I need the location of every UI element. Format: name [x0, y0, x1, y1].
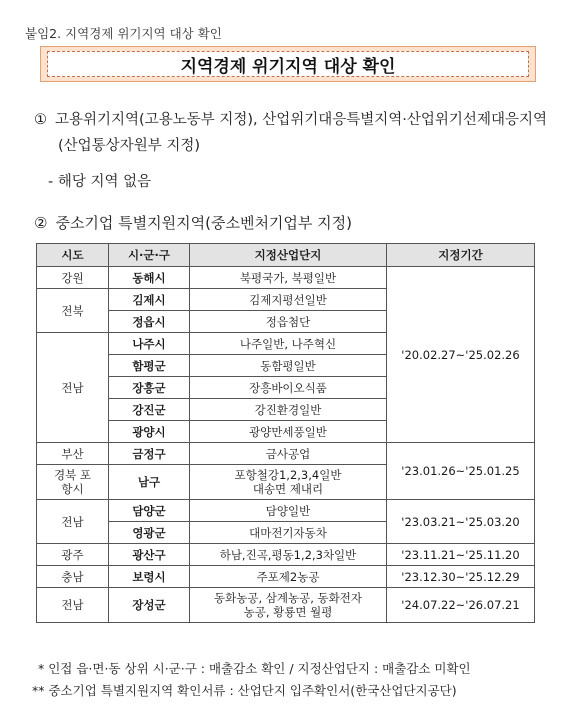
cell-sigungu: 보령시: [109, 566, 190, 588]
cell-complex: 장흥바이오식품: [190, 377, 387, 399]
header-complex: 지정산업단지: [190, 244, 387, 267]
cell-complex: 금사공업: [190, 443, 387, 465]
page-title: 지역경제 위기지역 대상 확인: [47, 51, 529, 77]
cell-sigungu: 김제시: [109, 289, 190, 311]
cell-sigungu: 함평군: [109, 355, 190, 377]
cell-period: '23.11.21~'25.11.20: [387, 544, 535, 566]
cell-sigungu: 정읍시: [109, 311, 190, 333]
cell-complex: 포항철강1,2,3,4일반 대송면 제내리: [190, 465, 387, 500]
cell-sigungu: 장성군: [109, 588, 190, 623]
cell-sido: 강원: [37, 267, 109, 289]
cell-sigungu: 장흥군: [109, 377, 190, 399]
cell-complex: 주포제2농공: [190, 566, 387, 588]
section2-heading: [34, 212, 352, 233]
table-header-row: [37, 244, 535, 267]
section1-line2: (산업통상자원부 지정): [58, 138, 200, 154]
cell-sido: 전북: [37, 289, 109, 333]
section1-result: - 해당 지역 없음: [48, 174, 152, 190]
cell-sigungu: 강진군: [109, 399, 190, 421]
cell-sigungu: 광산구: [109, 544, 190, 566]
cell-sido: 광주: [37, 544, 109, 566]
cell-complex: 김제지평선일반: [190, 289, 387, 311]
cell-sido: 전남: [37, 588, 109, 623]
table-row: [37, 544, 535, 566]
section1-line1: [34, 108, 547, 129]
cell-sigungu: 영광군: [109, 522, 190, 544]
cell-sido: 전남: [37, 333, 109, 443]
cell-period: '20.02.27~'25.02.26: [387, 267, 535, 443]
header-sido: 시도: [37, 244, 109, 267]
title-box: [40, 46, 536, 82]
cell-complex: 동함평일반: [190, 355, 387, 377]
footnote-2: ** 중소기업 특별지원지역 확인서류 : 산업단지 입주확인서(한국산업단지공단): [32, 683, 457, 698]
cell-complex: 대마전기자동차: [190, 522, 387, 544]
cell-sigungu: 동해시: [109, 267, 190, 289]
cell-complex: 담양일반: [190, 500, 387, 522]
attachment-label: 붙임2. 지역경제 위기지역 대상 확인: [25, 26, 222, 41]
designated-region-table: [36, 243, 535, 623]
table-row: [37, 267, 535, 289]
cell-sido: 충남: [37, 566, 109, 588]
cell-sigungu: 담양군: [109, 500, 190, 522]
header-period: 지정기간: [387, 244, 535, 267]
cell-sido: 전남: [37, 500, 109, 544]
cell-sigungu: 광양시: [109, 421, 190, 443]
cell-sigungu: 나주시: [109, 333, 190, 355]
cell-complex: 북평국가, 북평일반: [190, 267, 387, 289]
section2-number: ②: [34, 214, 48, 232]
cell-period: '24.07.22~'26.07.21: [387, 588, 535, 623]
table-row: [37, 566, 535, 588]
cell-sigungu: 금정구: [109, 443, 190, 465]
section1-number: ①: [34, 112, 47, 128]
header-sigungu: 시·군·구: [109, 244, 190, 267]
section1-text: 고용위기지역(고용노동부 지정), 산업위기대응특별지역·산업위기선제대응지역: [55, 112, 547, 128]
cell-complex: 강진환경일반: [190, 399, 387, 421]
cell-complex: 하남,진곡,평동1,2,3차일반: [190, 544, 387, 566]
table-row: [37, 500, 535, 522]
table-row: [37, 443, 535, 465]
cell-period: '23.01.26~'25.01.25: [387, 443, 535, 500]
cell-sido: 경북 포항시: [37, 465, 109, 500]
section2-text: 중소기업 특별지원지역(중소벤처기업부 지정): [55, 214, 353, 232]
cell-period: '23.03.21~'25.03.20: [387, 500, 535, 544]
cell-complex: 동화농공, 삼계농공, 동화전자농공, 황룡면 월평: [190, 588, 387, 623]
cell-complex: 광양만세풍일반: [190, 421, 387, 443]
cell-complex: 나주일반, 나주혁신: [190, 333, 387, 355]
cell-complex: 정읍첨단: [190, 311, 387, 333]
cell-sigungu: 남구: [109, 465, 190, 500]
cell-sido: 부산: [37, 443, 109, 465]
cell-period: '23.12.30~'25.12.29: [387, 566, 535, 588]
table-row: [37, 588, 535, 623]
footnote-1: * 인접 읍·면·동 상위 시·군·구 : 매출감소 확인 / 지정산업단지 : 매출감소 미확인: [38, 661, 471, 676]
